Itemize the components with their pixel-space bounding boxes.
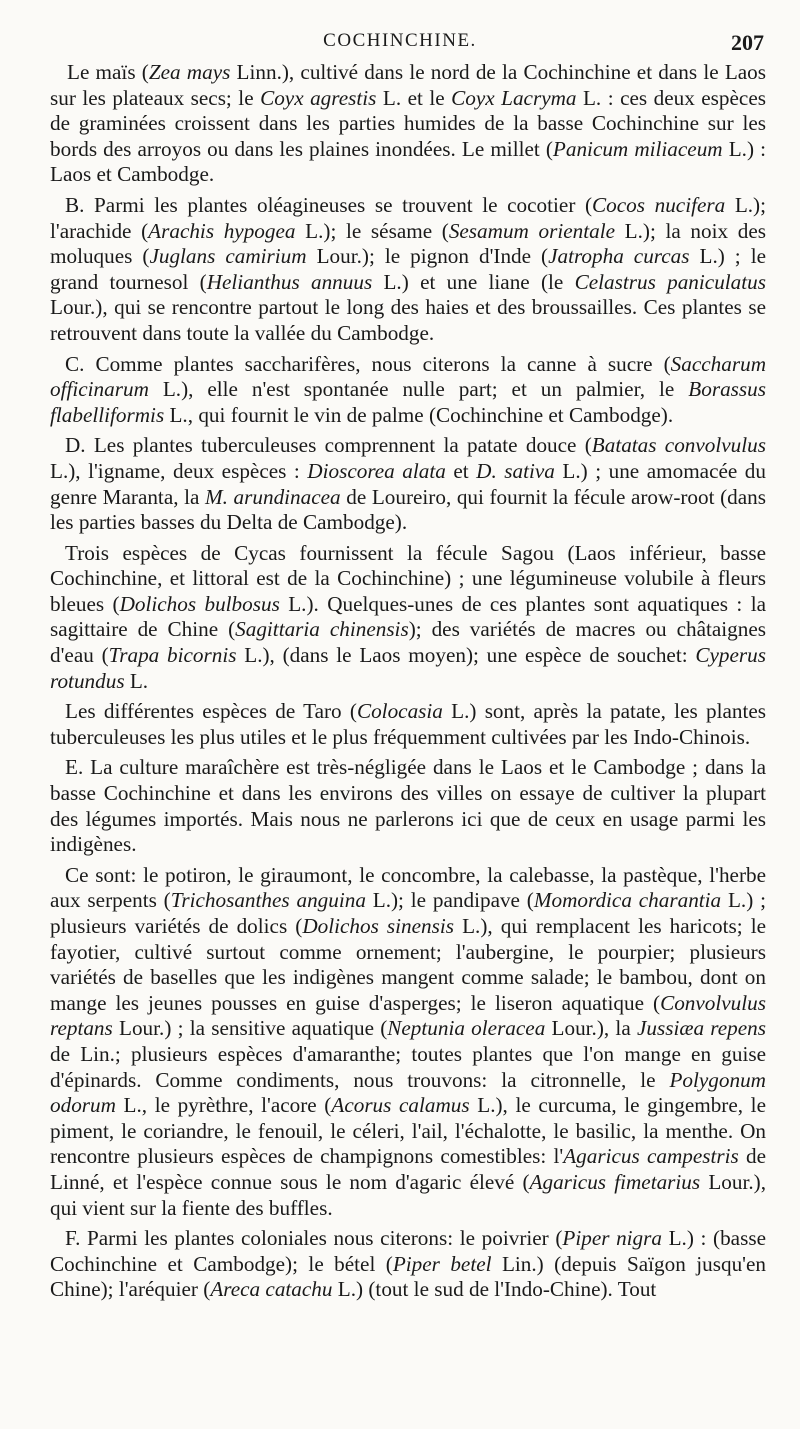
species-name: Celastrus paniculatus <box>574 269 766 294</box>
text-run: L.) : (basse Cochinchine et Cambodge); le bétel ( <box>50 1226 766 1276</box>
species-name: Coyx agrestis <box>260 85 377 110</box>
text-run: L. : ces deux espèces de graminées croissent dans les parties humides de la basse Cochinchine sur les bords des arroyos ou dans les plaines inondées. Le millet ( <box>50 85 766 161</box>
body-text <box>50 60 766 1308</box>
paragraph <box>50 433 766 535</box>
species-name: Cocos nucifera <box>592 192 726 217</box>
paragraph <box>50 1226 766 1303</box>
text-run: L., le pyrèthre, l'acore ( <box>115 1093 332 1118</box>
species-name: Zea mays <box>148 60 231 84</box>
text-run: Ce sont: le potiron, le giraumont, le concombre, la calebasse, la pastèque, l'herbe aux serpents ( <box>50 862 766 913</box>
running-head <box>0 28 800 58</box>
species-name: Agaricus campestris <box>563 1144 739 1169</box>
species-name: Dioscorea alata <box>307 458 446 483</box>
text-run: Linn.), cultivé dans le nord de la Cochinchine et dans le Laos sur les plateaux secs; le <box>50 60 767 110</box>
species-name: Coyx Lacryma <box>451 85 577 110</box>
text-run: L. <box>124 668 149 693</box>
text-run: L.); l'arachide ( <box>50 192 766 243</box>
species-name: Acorus calamus <box>331 1093 470 1118</box>
species-name: Helianthus annuus <box>206 269 373 294</box>
species-name: Dolichos bulbosus <box>119 591 280 616</box>
species-name: Borassus flabelliformis <box>50 377 766 427</box>
species-name: Piper nigra <box>562 1226 662 1251</box>
species-name: Trapa bicornis <box>108 643 237 668</box>
text-run: L.) et une liane (le <box>372 269 575 294</box>
text-run: ); des variétés de macres ou châtaignes d'eau ( <box>50 617 766 668</box>
text-run: de Lin.; plusieurs espèces d'amaranthe; toutes plantes que l'on mange en guise d'épinards. Comme condiments, nous trouvons: la citronnelle, le <box>50 1041 766 1092</box>
running-title: COCHINCHINE. <box>323 30 477 51</box>
text-run: L.) ; une amomacée du genre Maranta, la <box>50 458 766 509</box>
species-name: Jatropha curcas <box>548 244 690 269</box>
paragraph <box>50 352 766 429</box>
species-name: Agaricus fimetarius <box>529 1169 701 1194</box>
text-run: L.) (tout le sud de l'Indo-Chine). Tout <box>332 1277 657 1302</box>
text-run: L., qui fournit le vin de palme (Cochinchine et Cambodge). <box>164 402 674 427</box>
text-run: L. et le <box>376 85 452 110</box>
text-run: Les différentes espèces de Taro ( <box>65 699 357 724</box>
species-name: Convolvulus reptans <box>50 990 766 1041</box>
text-run: L.); la noix des moluques ( <box>50 218 766 269</box>
paragraph <box>50 863 766 1221</box>
text-run: E. La culture maraîchère est très-négligée dans le Laos et le Cambodge ; dans la basse Cochinchine et dans les environs des villes on essaye de cultiver la plupart des légumes importés. Mais nous ne parlerons ici que de ceux en usage parmi les indigènes. <box>50 755 766 857</box>
text-run: Lour.), qui se rencontre partout le long des haies et des broussailles. Ces plantes se retrouvent dans toute la vallée du Cambodge. <box>50 295 766 345</box>
paragraph <box>50 193 766 347</box>
text-run: L.); le sésame ( <box>295 218 449 243</box>
text-run: L.), elle n'est spontanée nulle part; et un palmier, le <box>148 377 689 402</box>
text-run: Lour.); le pignon d'Inde ( <box>306 244 549 269</box>
text-run: L.). Quelques-unes de ces plantes sont aquatiques : la sagittaire de Chine ( <box>50 591 766 642</box>
text-run: D. Les plantes tuberculeuses comprennent la patate douce ( <box>65 433 592 458</box>
text-run: L.), qui remplacent les haricots; le fayotier, cultivé surtout comme ornement; l'aubergine, le pourpier; plusieurs variétés de baselles que les indigènes mangent comme salade; le bambou, dont on mange les jeunes pousses en guise d'asperges; le liseron aquatique ( <box>50 914 766 1015</box>
page-number: 207 <box>731 30 764 55</box>
text-run: L.) ; le grand tournesol ( <box>50 244 766 294</box>
species-name: Sagittaria chinensis <box>235 617 409 642</box>
text-run: F. Parmi les plantes coloniales nous citerons: le poivrier ( <box>65 1226 563 1251</box>
species-name: Batatas convolvulus <box>591 433 766 458</box>
species-name: Momordica charantia <box>533 888 722 913</box>
text-run: L.) ; plusieurs variétés de dolics ( <box>50 888 766 938</box>
species-name: Arachis hypogea <box>148 218 296 243</box>
text-run: de Linné, et l'espèce connue sous le nom d'agaric élevé ( <box>50 1144 766 1194</box>
species-name: Sesamum orientale <box>448 218 615 243</box>
species-name: Areca catachu <box>210 1277 333 1302</box>
paragraph <box>50 60 766 188</box>
text-run: de Loureiro, qui fournit la fécule arow-root (dans les parties basses du Delta de Cambodge). <box>50 484 766 535</box>
text-run: C. Comme plantes saccharifères, nous citerons la canne à sucre ( <box>65 351 671 376</box>
text-run: Lour.), la <box>545 1016 637 1041</box>
species-name: Trichosanthes anguina <box>170 888 366 913</box>
species-name: Saccharum officinarum <box>50 351 766 402</box>
text-run: Lour.), qui vient sur la fiente des buffles. <box>50 1169 767 1220</box>
text-run: Lour.) ; la sensitive aquatique ( <box>112 1016 388 1041</box>
species-name: Piper betel <box>392 1251 492 1276</box>
text-run: et <box>445 458 477 483</box>
species-name: M. arundinacea <box>205 484 341 509</box>
species-name: Panicum miliaceum <box>552 136 723 161</box>
text-run: Lin.) (depuis Saïgon jusqu'en Chine); l'aréquier ( <box>50 1251 766 1302</box>
species-name: Juglans camirium <box>149 244 307 269</box>
paragraph <box>50 755 766 857</box>
text-run: B. Parmi les plantes oléagineuses se trouvent le cocotier ( <box>65 192 593 217</box>
text-run: L.) sont, après la patate, les plantes tuberculeuses les plus utiles et le plus fréquemment cultivées par les Indo-Chinois. <box>50 699 766 749</box>
species-name: D. sativa <box>476 458 555 483</box>
text-run: L.), le curcuma, le gingembre, le piment, le coriandre, le fenouil, le céleri, l'ail, l'échalotte, le basilic, la menthe. On rencontre plusieurs espèces de champignons comestibles: l' <box>50 1093 766 1169</box>
species-name: Neptunia oleracea <box>387 1016 546 1041</box>
text-run: Trois espèces de Cycas fournissent la fécule Sagou (Laos inférieur, basse Cochinchine, et littoral est de la Cochinchine) ; une légumineuse volubile à fleurs bleues ( <box>50 540 766 616</box>
text-run: L.), (dans le Laos moyen); une espèce de souchet: <box>236 643 696 668</box>
species-name: Cyperus rotundus <box>50 643 766 693</box>
paragraph <box>50 699 766 750</box>
text-run: Le maïs ( <box>67 60 149 84</box>
text-run: L.), l'igname, deux espèces : <box>50 458 308 483</box>
species-name: Colocasia <box>356 699 443 724</box>
text-run: L.); le pandipave ( <box>365 888 534 913</box>
species-name: Polygonum odorum <box>50 1067 766 1118</box>
species-name: Jussiæa repens <box>636 1016 766 1041</box>
paragraph <box>50 541 766 695</box>
text-run: L.) : Laos et Cambodge. <box>50 136 766 187</box>
species-name: Dolichos sinensis <box>302 914 455 938</box>
